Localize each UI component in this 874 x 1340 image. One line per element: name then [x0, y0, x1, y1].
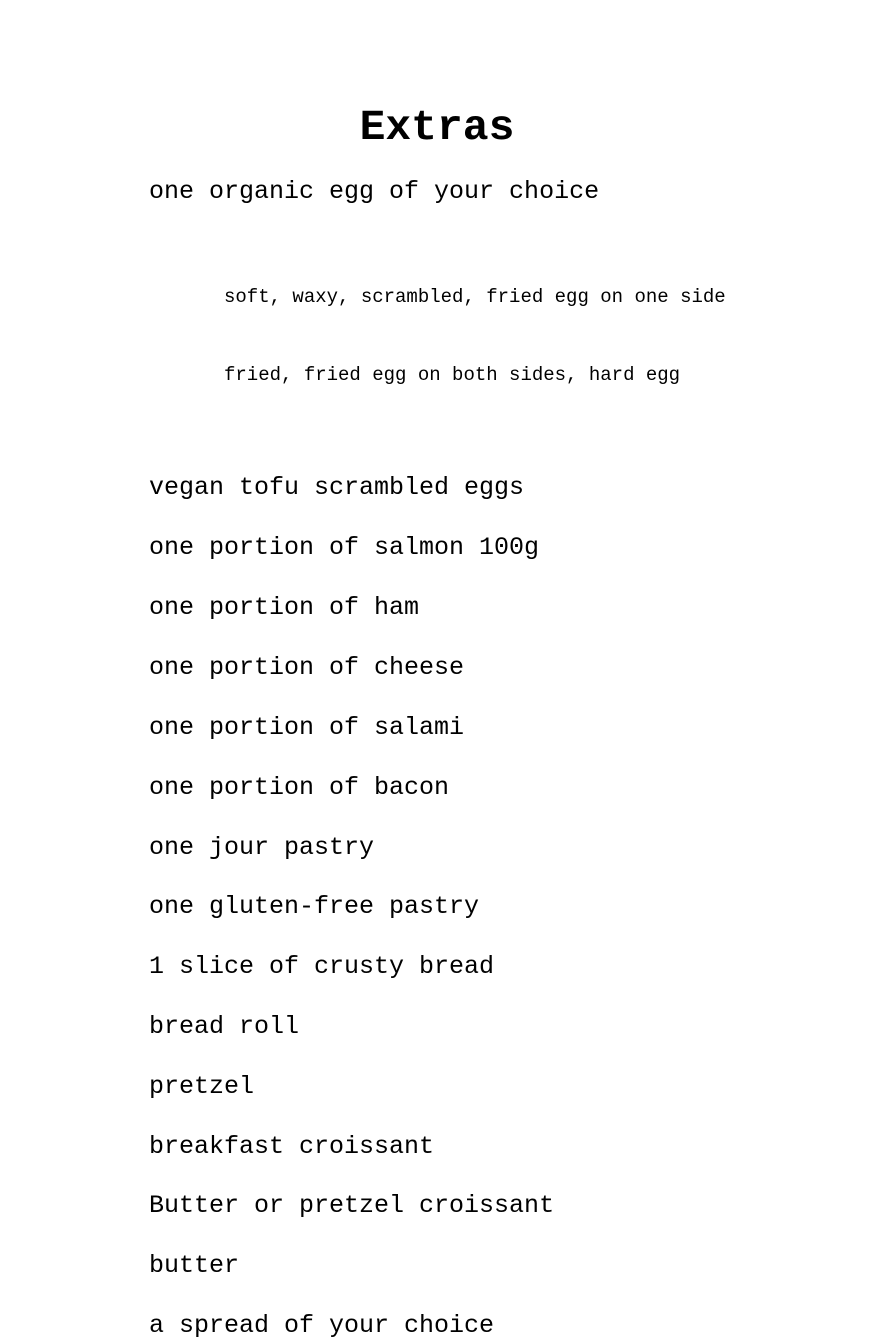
- list-item: one portion of ham: [149, 593, 420, 622]
- list-item: one portion of salami: [149, 713, 465, 742]
- list-item: butter: [149, 1251, 240, 1280]
- list-item: one organic egg of your choice: [149, 177, 600, 206]
- list-item: vegan tofu scrambled eggs: [149, 473, 525, 502]
- list-item: Butter or pretzel croissant: [149, 1191, 555, 1220]
- extras-list: [149, 178, 849, 1340]
- list-item: pretzel: [149, 1072, 255, 1101]
- list-item: 1 slice of crusty bread: [149, 952, 495, 981]
- list-item: one portion of cheese: [149, 653, 465, 682]
- list-item: one gluten-free pastry: [149, 892, 480, 921]
- list-item: one portion of salmon 100g: [149, 533, 540, 562]
- egg-option-line: fried, fried egg on both sides, hard egg: [224, 364, 681, 386]
- egg-options: [149, 232, 849, 440]
- page-title: Extras: [359, 103, 515, 152]
- egg-option-line: soft, waxy, scrambled, fried egg on one side: [224, 286, 726, 308]
- list-item: breakfast croissant: [149, 1132, 435, 1161]
- list-item: bread roll: [149, 1012, 300, 1041]
- list-item: a spread of your choice: [149, 1311, 495, 1340]
- list-item: one portion of bacon: [149, 773, 450, 802]
- list-item: one jour pastry: [149, 833, 375, 862]
